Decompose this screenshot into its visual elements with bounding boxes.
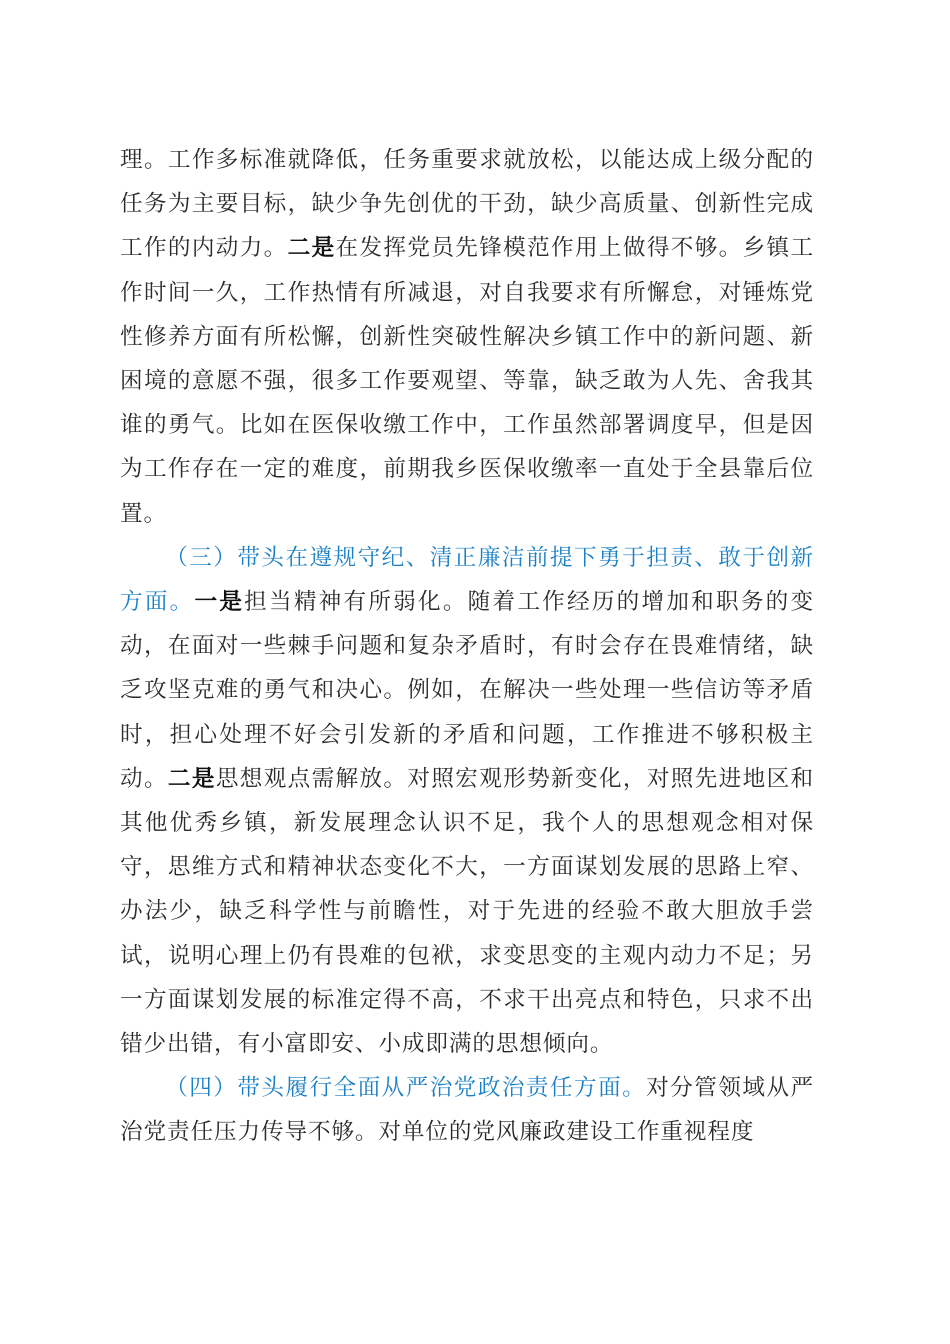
keyword-yi-shi: 一是	[194, 589, 245, 616]
paragraph-text: 对分管领域从严治党责任压力传导不够。对单位的党风廉政建设工作重视程度	[120, 1075, 814, 1146]
section-heading-3: （三）带头在遵规守纪、清正廉洁前提下勇于担责、敢于创新方面。	[120, 544, 814, 616]
keyword-er-shi: 二是	[287, 235, 336, 262]
body-paragraph-3	[120, 1066, 814, 1154]
paragraph-text: 思想观点需解放。对照宏观形势新变化，对照先进地区和其他优秀乡镇，新发展理念认识不足，我个人的思想观念相对保守，思维方式和精神状态变化不大，一方面谋划发展的思路上窄、办法少，缺乏科学性与前瞻性，对于先进的经验不敢大胆放手尝试，说明心理上仍有畏难的包袱，求变思变的主观内动力不足；另一方面谋划发展的标准定得不高，不求干出亮点和特色，只求不出错少出错，有小富即安、小成即满的思想倾向。	[120, 765, 815, 1058]
document-page	[120, 138, 814, 1155]
section-heading-4: （四）带头履行全面从严治党政治责任方面。	[165, 1075, 647, 1102]
keyword-er-shi: 二是	[167, 765, 216, 792]
body-paragraph-2	[120, 536, 814, 1066]
paragraph-text: 担当精神有所弱化。随着工作经历的增加和职务的变动，在面对一些棘手问题和复杂矛盾时，有时会存在畏难情绪，缺乏攻坚克难的勇气和决心。例如，在解决一些处理一些信访等矛盾时，担心处理不好会引发新的矛盾和问题，工作推进不够积极主动。	[120, 589, 814, 792]
paragraph-text: 理。工作多标准就降低，任务重要求就放松，以能达成上级分配的任务为主要目标，缺少争先创优的干劲，缺少高质量、创新性完成工作的内动力。	[120, 147, 814, 262]
paragraph-text: 在发挥党员先锋模范作用上做得不够。乡镇工作时间一久，工作热情有所减退，对自我要求有所懈怠，对锤炼党性修养方面有所松懈，创新性突破性解决乡镇工作中的新问题、新困境的意愿不强，很多工作要观望、等靠，缺乏敢为人先、舍我其谁的勇气。比如在医保收缴工作中，工作虽然部署调度早，但是因为工作存在一定的难度，前期我乡医保收缴率一直处于全县靠后位置。	[120, 235, 814, 527]
body-paragraph-1	[120, 138, 814, 536]
